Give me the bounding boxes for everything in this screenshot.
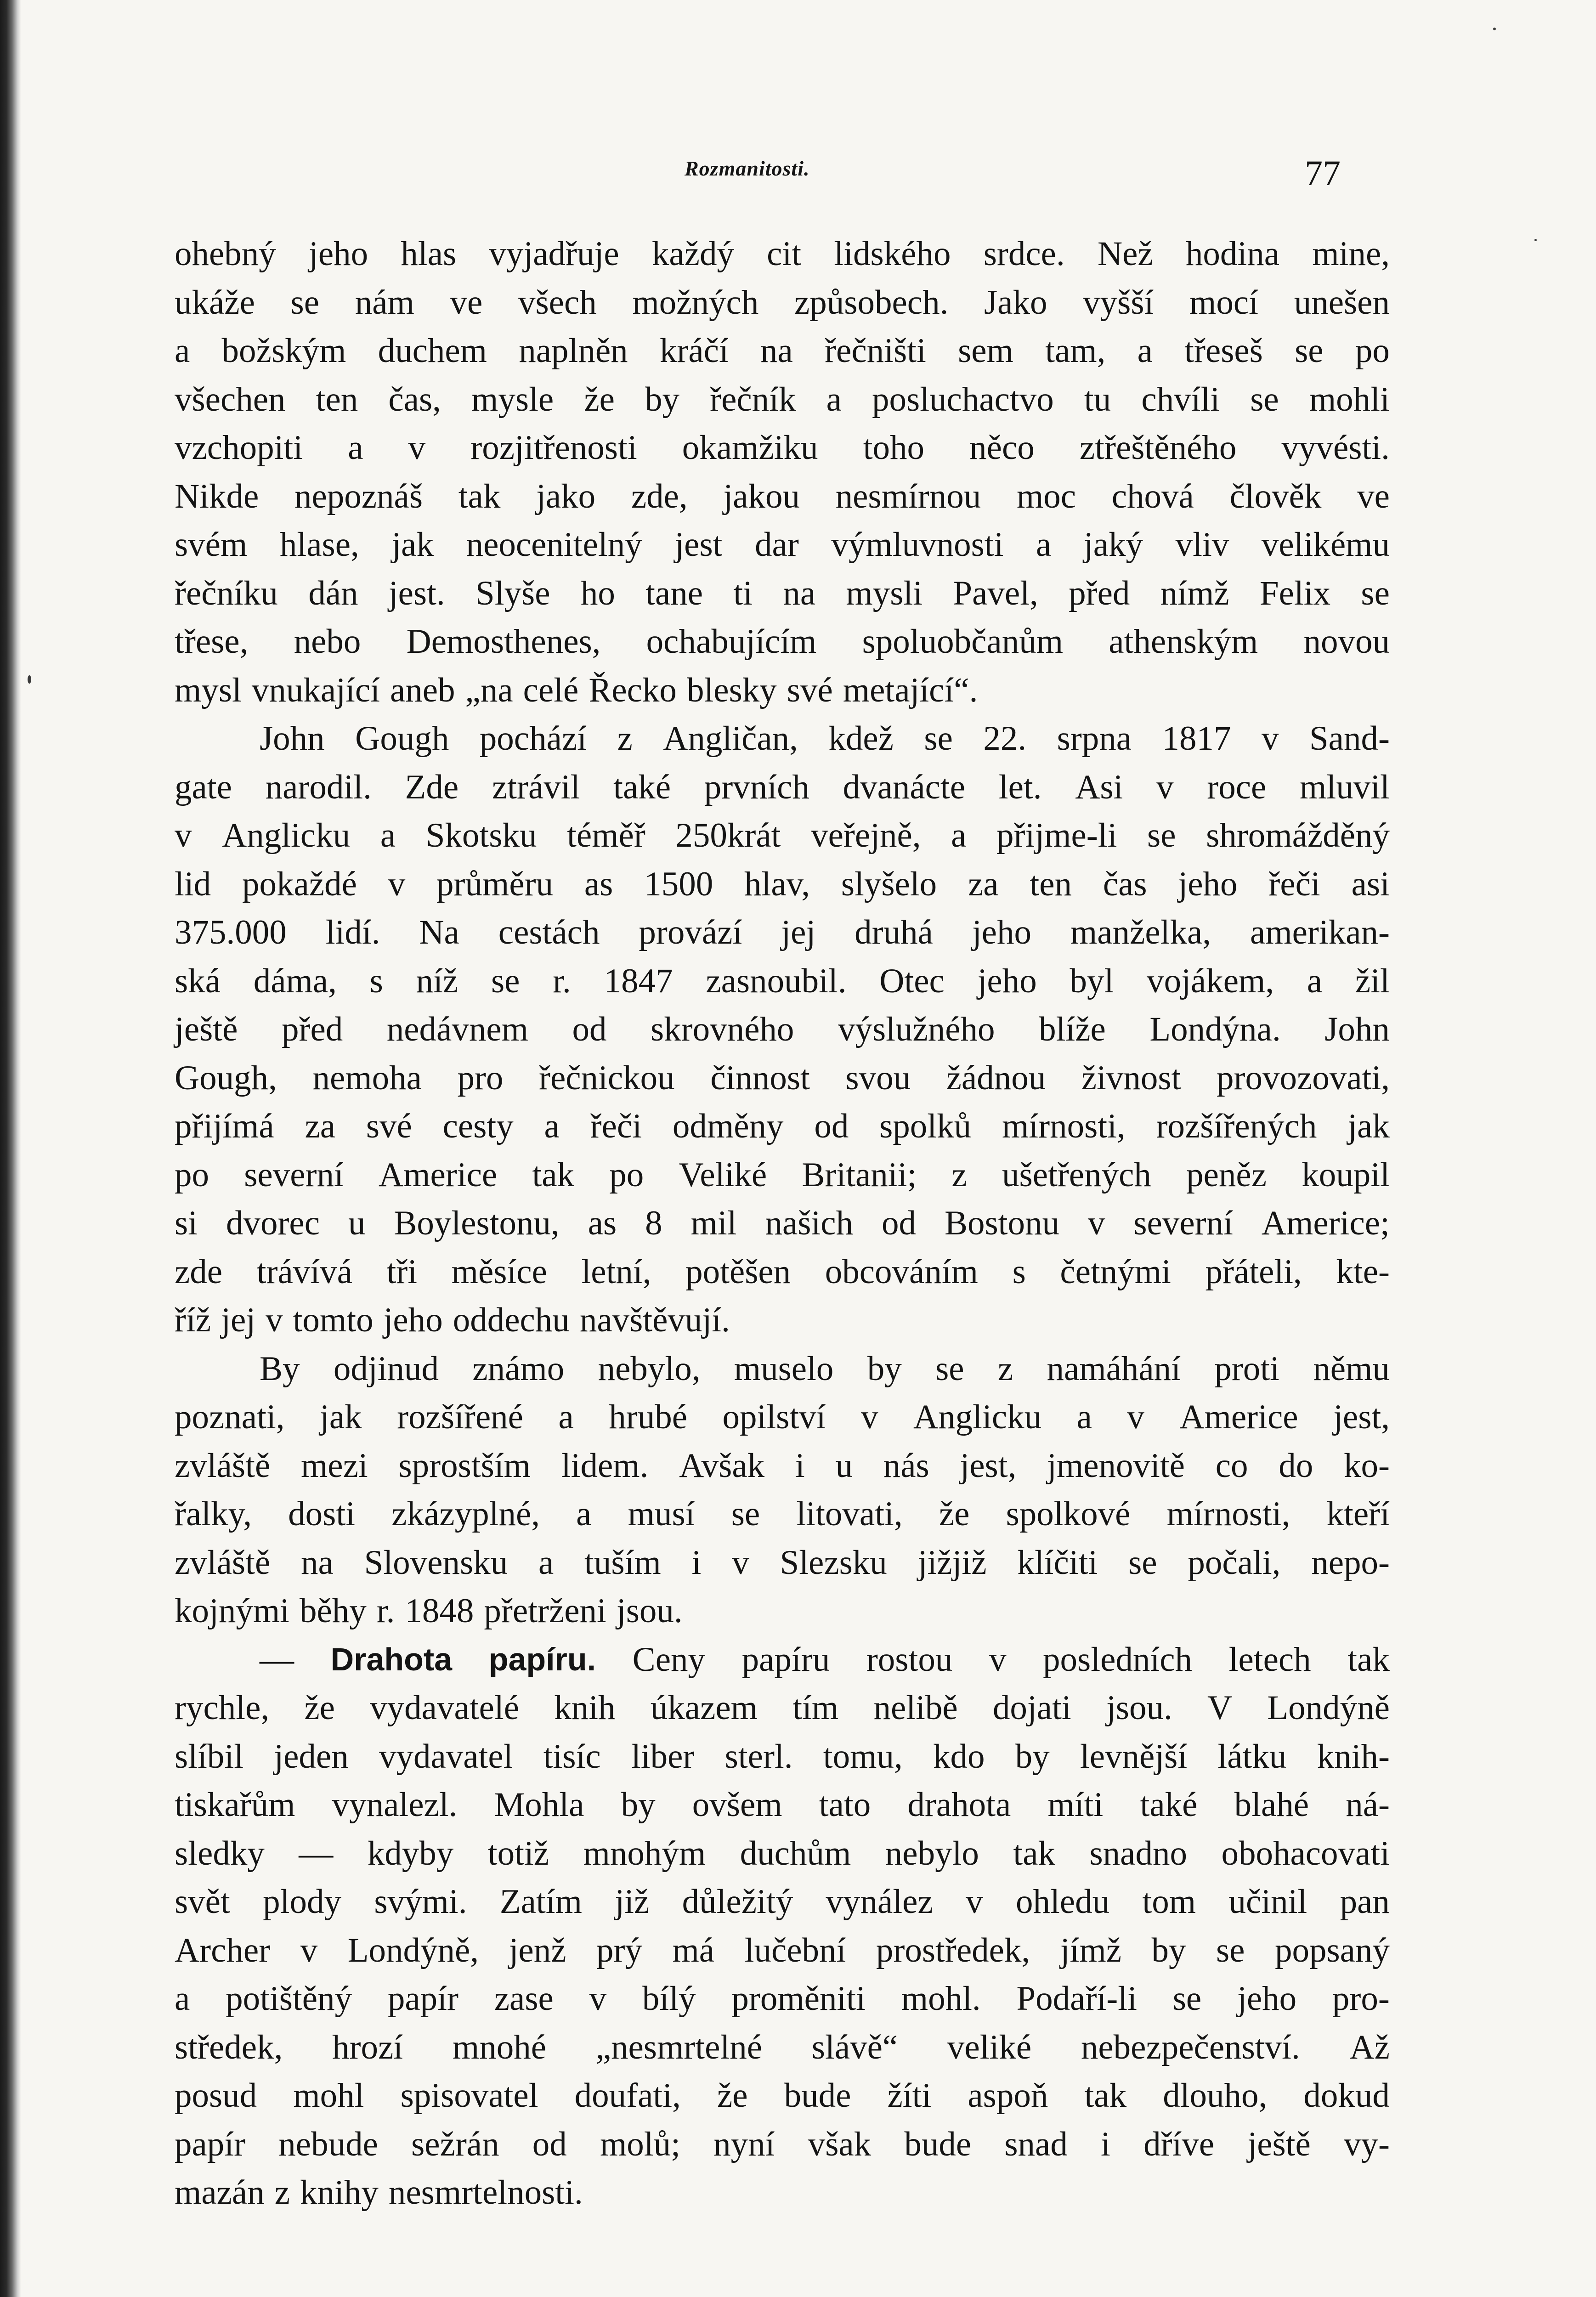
scan-speck [1534, 239, 1537, 241]
text-line: Nikde nepoznáš tak jako zde, jakou nesmírnou moc chová člověk ve [175, 477, 1390, 515]
scan-speck [28, 675, 31, 684]
text-line: ukáže se nám ve všech možných způsobech. Jako vyšší mocí unešen [175, 283, 1390, 322]
text-line: v Anglicku a Skotsku téměř 250krát veřejně, a přijme-li se shromážděný [175, 816, 1390, 854]
text-line: svět plody svými. Zatím již důležitý vynález v ohledu tom učinil pan [175, 1883, 1390, 1921]
text-line: mazán z knihy nesmrtelnosti. [175, 2173, 583, 2212]
text-line: posud mohl spisovatel doufati, že bude žíti aspoň tak dlouho, dokud [175, 2076, 1390, 2115]
text-line: ská dáma, s níž se r. 1847 zasnoubil. Otec jeho byl vojákem, a žil [175, 962, 1390, 1000]
text-line: John Gough pochází z Angličan, kdež se 22. srpna 1817 v Sand- [260, 719, 1390, 758]
text-line: rychle, že vydavatelé knih úkazem tím nelibě dojati jsou. V Londýně [175, 1689, 1390, 1727]
text-line: středek, hrozí mnohé „nesmrtelné slávě“ veliké nebezpečenství. Až [175, 2028, 1390, 2066]
text-line: kojnými běhy r. 1848 přetrženi jsou. [175, 1592, 683, 1630]
page-body-text [175, 230, 1390, 2217]
text-line: tiskařům vynalezl. Mohla by ovšem tato drahota míti také blahé ná- [175, 1786, 1390, 1824]
running-title: Rozmanitosti. [685, 157, 810, 180]
text-line: zde trávívá tři měsíce letní, potěšen obcováním s četnými přáteli, kte- [175, 1252, 1390, 1291]
page-number: 77 [1305, 153, 1341, 193]
scan-speck [1493, 28, 1496, 30]
text-line: a potištěný papír zase v bílý proměniti mohl. Podaří-li se jeho pro- [175, 1980, 1390, 2018]
text-line: By odjinud známo nebylo, muselo by se z namáhání proti němu [260, 1349, 1390, 1388]
text-line: Archer v Londýně, jenž prý má lučební prostředek, jímž by se popsaný [175, 1931, 1390, 1969]
text-line: ohebný jeho hlas vyjadřuje každý cit lidského srdce. Než hodina mine, [175, 235, 1390, 273]
text-line: řečníku dán jest. Slyše ho tane ti na mysli Pavel, před nímž Felix se [175, 574, 1390, 612]
text-line: lid pokaždé v průměru as 1500 hlav, slyšelo za ten čas jeho řeči asi [175, 865, 1390, 903]
text-line: sledky — kdyby totiž mnohým duchům nebylo tak snadno obohacovati [175, 1834, 1390, 1873]
text-line: mysl vnukající aneb „na celé Řecko blesky své metající“. [175, 671, 978, 709]
text-line: třese, nebo Demosthenes, ochabujícím spoluobčanům athenským novou [175, 622, 1390, 661]
text-line: Gough, nemoha pro řečnickou činnost svou žádnou živnost provozovati, [175, 1058, 1390, 1097]
scanned-page-edge [0, 0, 21, 2297]
text-line: ještě před nedávnem od skrovného výslužného blíže Londýna. John [175, 1010, 1390, 1048]
text-line: po severní Americe tak po Veliké Britanii; z ušetřených peněz koupil [175, 1155, 1390, 1194]
text-line: papír nebude sežrán od molů; nyní však bude snad i dříve ještě vy- [175, 2125, 1390, 2163]
text-line: říž jej v tomto jeho oddechu navštěvují. [175, 1301, 730, 1339]
text-line: přijímá za své cesty a řeči odměny od spolků mírnosti, rozšířených jak [175, 1107, 1390, 1145]
text-line: a božským duchem naplněn kráčí na řečništi sem tam, a třeseš se po [175, 332, 1390, 370]
text-line: gate narodil. Zde ztrávil také prvních dvanácte let. Asi v roce mluvil [175, 768, 1390, 806]
text-line: slíbil jeden vydavatel tisíc liber sterl. tomu, kdo by levnější látku knih- [175, 1737, 1390, 1776]
text-line: všechen ten čas, mysle že by řečník a posluchactvo tu chvíli se mohli [175, 380, 1390, 419]
text-line: poznati, jak rozšířené a hrubé opilství v Anglicku a v Americe jest, [175, 1398, 1390, 1436]
text-line: zvláště mezi sprostším lidem. Avšak i u nás jest, jmenovitě co do ko- [175, 1446, 1390, 1485]
text-line: 375.000 lidí. Na cestách provází jej druhá jeho manželka, amerikan- [175, 913, 1390, 951]
text-line: vzchopiti a v rozjitřenosti okamžiku toho něco ztřeštěného vyvésti. [175, 429, 1390, 467]
text-line: zvláště na Slovensku a tuším i v Slezsku jižjiž klíčiti se počali, nepo- [175, 1543, 1390, 1582]
text-line: si dvorec u Boylestonu, as 8 mil našich od Bostonu v severní Americe; [175, 1204, 1390, 1242]
text-line: svém hlase, jak neocenitelný jest dar výmluvnosti a jaký vliv velikému [175, 526, 1390, 564]
text-line: řalky, dosti zkázyplné, a musí se litovati, že spolkové mírnosti, kteří [175, 1495, 1390, 1533]
text-line: — Drahota papíru. Ceny papíru rostou v posledních letech tak [260, 1640, 1390, 1679]
